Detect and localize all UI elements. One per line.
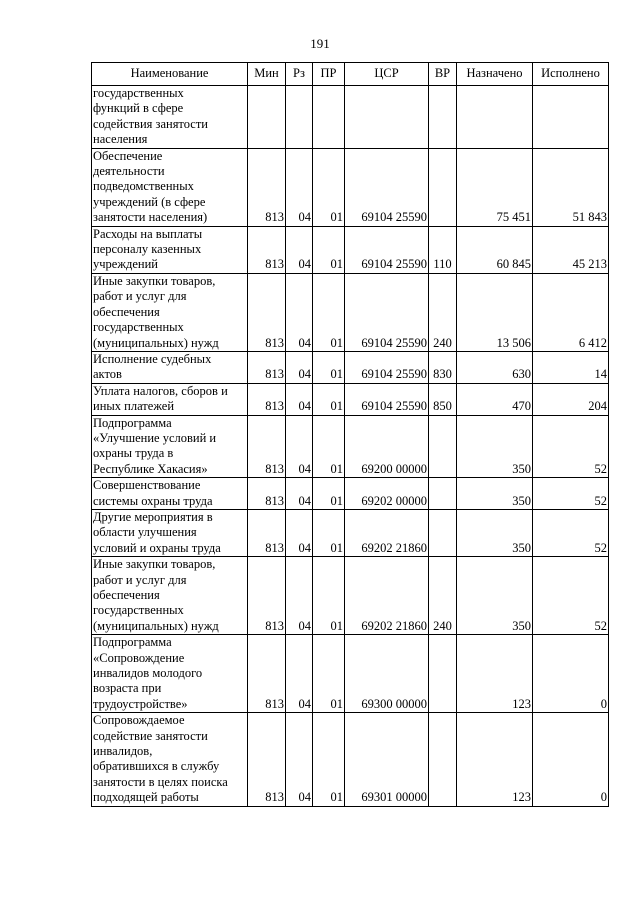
cell-min: 813 [248,383,286,415]
cell-name: Расходы на выплаты персоналу казенных учреждений [92,226,248,273]
cell-pr: 01 [313,478,345,510]
cell-name: Иные закупки товаров, работ и услуг для обеспечения государственных (муниципальных) нужд [92,557,248,635]
header-assigned: Назначено [457,63,533,86]
cell-executed: 0 [533,713,609,806]
page-number: 191 [310,36,330,51]
cell-executed: 52 [533,415,609,478]
budget-table [91,62,609,807]
cell-rz: 04 [286,351,313,383]
cell-rz: 04 [286,713,313,806]
cell-executed: 52 [533,509,609,556]
cell-rz: 04 [286,415,313,478]
cell-min: 813 [248,148,286,226]
table-row [92,351,609,383]
cell-name: Исполнение судебных актов [92,351,248,383]
cell-rz: 04 [286,148,313,226]
table-row [92,148,609,226]
cell-csr: 69104 25590 [345,351,429,383]
table-row [92,383,609,415]
cell-vr: 240 [429,557,457,635]
cell-assigned: 350 [457,557,533,635]
cell-rz: 04 [286,273,313,351]
table-row [92,509,609,556]
cell-pr: 01 [313,509,345,556]
cell-vr: 240 [429,273,457,351]
cell-csr: 69202 00000 [345,478,429,510]
cell-vr [429,635,457,713]
table-row [92,478,609,510]
table-row [92,273,609,351]
cell-assigned: 123 [457,713,533,806]
cell-min: 813 [248,509,286,556]
table-row [92,226,609,273]
cell-rz: 04 [286,635,313,713]
cell-name: Подпрограмма «Улучшение условий и охраны труда в Республике Хакасия» [92,415,248,478]
header-vr: ВР [429,63,457,86]
cell-vr: 830 [429,351,457,383]
cell-csr: 69200 00000 [345,415,429,478]
cell-min [248,86,286,149]
cell-vr [429,713,457,806]
cell-csr: 69202 21860 [345,557,429,635]
cell-min: 813 [248,415,286,478]
cell-executed: 14 [533,351,609,383]
cell-assigned: 123 [457,635,533,713]
cell-min: 813 [248,226,286,273]
cell-assigned: 630 [457,351,533,383]
cell-assigned: 350 [457,415,533,478]
cell-min: 813 [248,478,286,510]
cell-rz: 04 [286,226,313,273]
cell-csr: 69301 00000 [345,713,429,806]
cell-vr: 850 [429,383,457,415]
cell-pr: 01 [313,383,345,415]
cell-rz: 04 [286,557,313,635]
cell-executed: 51 843 [533,148,609,226]
table-row [92,713,609,806]
cell-assigned: 470 [457,383,533,415]
header-csr: ЦСР [345,63,429,86]
cell-min: 813 [248,713,286,806]
table-row [92,635,609,713]
cell-csr: 69104 25590 [345,226,429,273]
cell-executed: 52 [533,478,609,510]
header-executed: Исполнено [533,63,609,86]
cell-csr: 69202 21860 [345,509,429,556]
cell-rz: 04 [286,478,313,510]
cell-rz [286,86,313,149]
cell-vr [429,509,457,556]
cell-assigned: 75 451 [457,148,533,226]
cell-assigned: 13 506 [457,273,533,351]
cell-pr [313,86,345,149]
cell-name: Сопровождаемое содействие занятости инвалидов, обратившихся в службу занятости в целях поиска подходящей работы [92,713,248,806]
header-rz: Рз [286,63,313,86]
cell-vr [429,148,457,226]
header-pr: ПР [313,63,345,86]
cell-min: 813 [248,273,286,351]
table-row [92,415,609,478]
table-header-row [92,63,609,86]
cell-executed: 45 213 [533,226,609,273]
cell-pr: 01 [313,557,345,635]
cell-executed: 204 [533,383,609,415]
cell-csr: 69104 25590 [345,148,429,226]
cell-name: Иные закупки товаров, работ и услуг для обеспечения государственных (муниципальных) нужд [92,273,248,351]
cell-assigned: 350 [457,478,533,510]
cell-csr: 69300 00000 [345,635,429,713]
cell-rz: 04 [286,509,313,556]
cell-pr: 01 [313,635,345,713]
cell-name: Другие мероприятия в области улучшения условий и охраны труда [92,509,248,556]
cell-assigned: 60 845 [457,226,533,273]
cell-csr: 69104 25590 [345,273,429,351]
cell-pr: 01 [313,713,345,806]
cell-csr [345,86,429,149]
cell-pr: 01 [313,273,345,351]
cell-vr [429,415,457,478]
cell-name: Подпрограмма «Сопровождение инвалидов молодого возраста при трудоустройстве» [92,635,248,713]
cell-executed: 52 [533,557,609,635]
cell-min: 813 [248,557,286,635]
cell-executed [533,86,609,149]
cell-csr: 69104 25590 [345,383,429,415]
cell-name: Совершенствование системы охраны труда [92,478,248,510]
cell-min: 813 [248,351,286,383]
table-row [92,557,609,635]
cell-assigned [457,86,533,149]
cell-pr: 01 [313,148,345,226]
cell-assigned: 350 [457,509,533,556]
cell-name: Обеспечение деятельности подведомственных учреждений (в сфере занятости населения) [92,148,248,226]
cell-pr: 01 [313,226,345,273]
cell-vr [429,478,457,510]
cell-pr: 01 [313,415,345,478]
cell-pr: 01 [313,351,345,383]
cell-name: государственных функций в сфере содействия занятости населения [92,86,248,149]
cell-min: 813 [248,635,286,713]
cell-executed: 0 [533,635,609,713]
header-name: Наименование [92,63,248,86]
cell-name: Уплата налогов, сборов и иных платежей [92,383,248,415]
cell-vr: 110 [429,226,457,273]
cell-rz: 04 [286,383,313,415]
cell-vr [429,86,457,149]
header-min: Мин [248,63,286,86]
cell-executed: 6 412 [533,273,609,351]
table-row [92,86,609,149]
